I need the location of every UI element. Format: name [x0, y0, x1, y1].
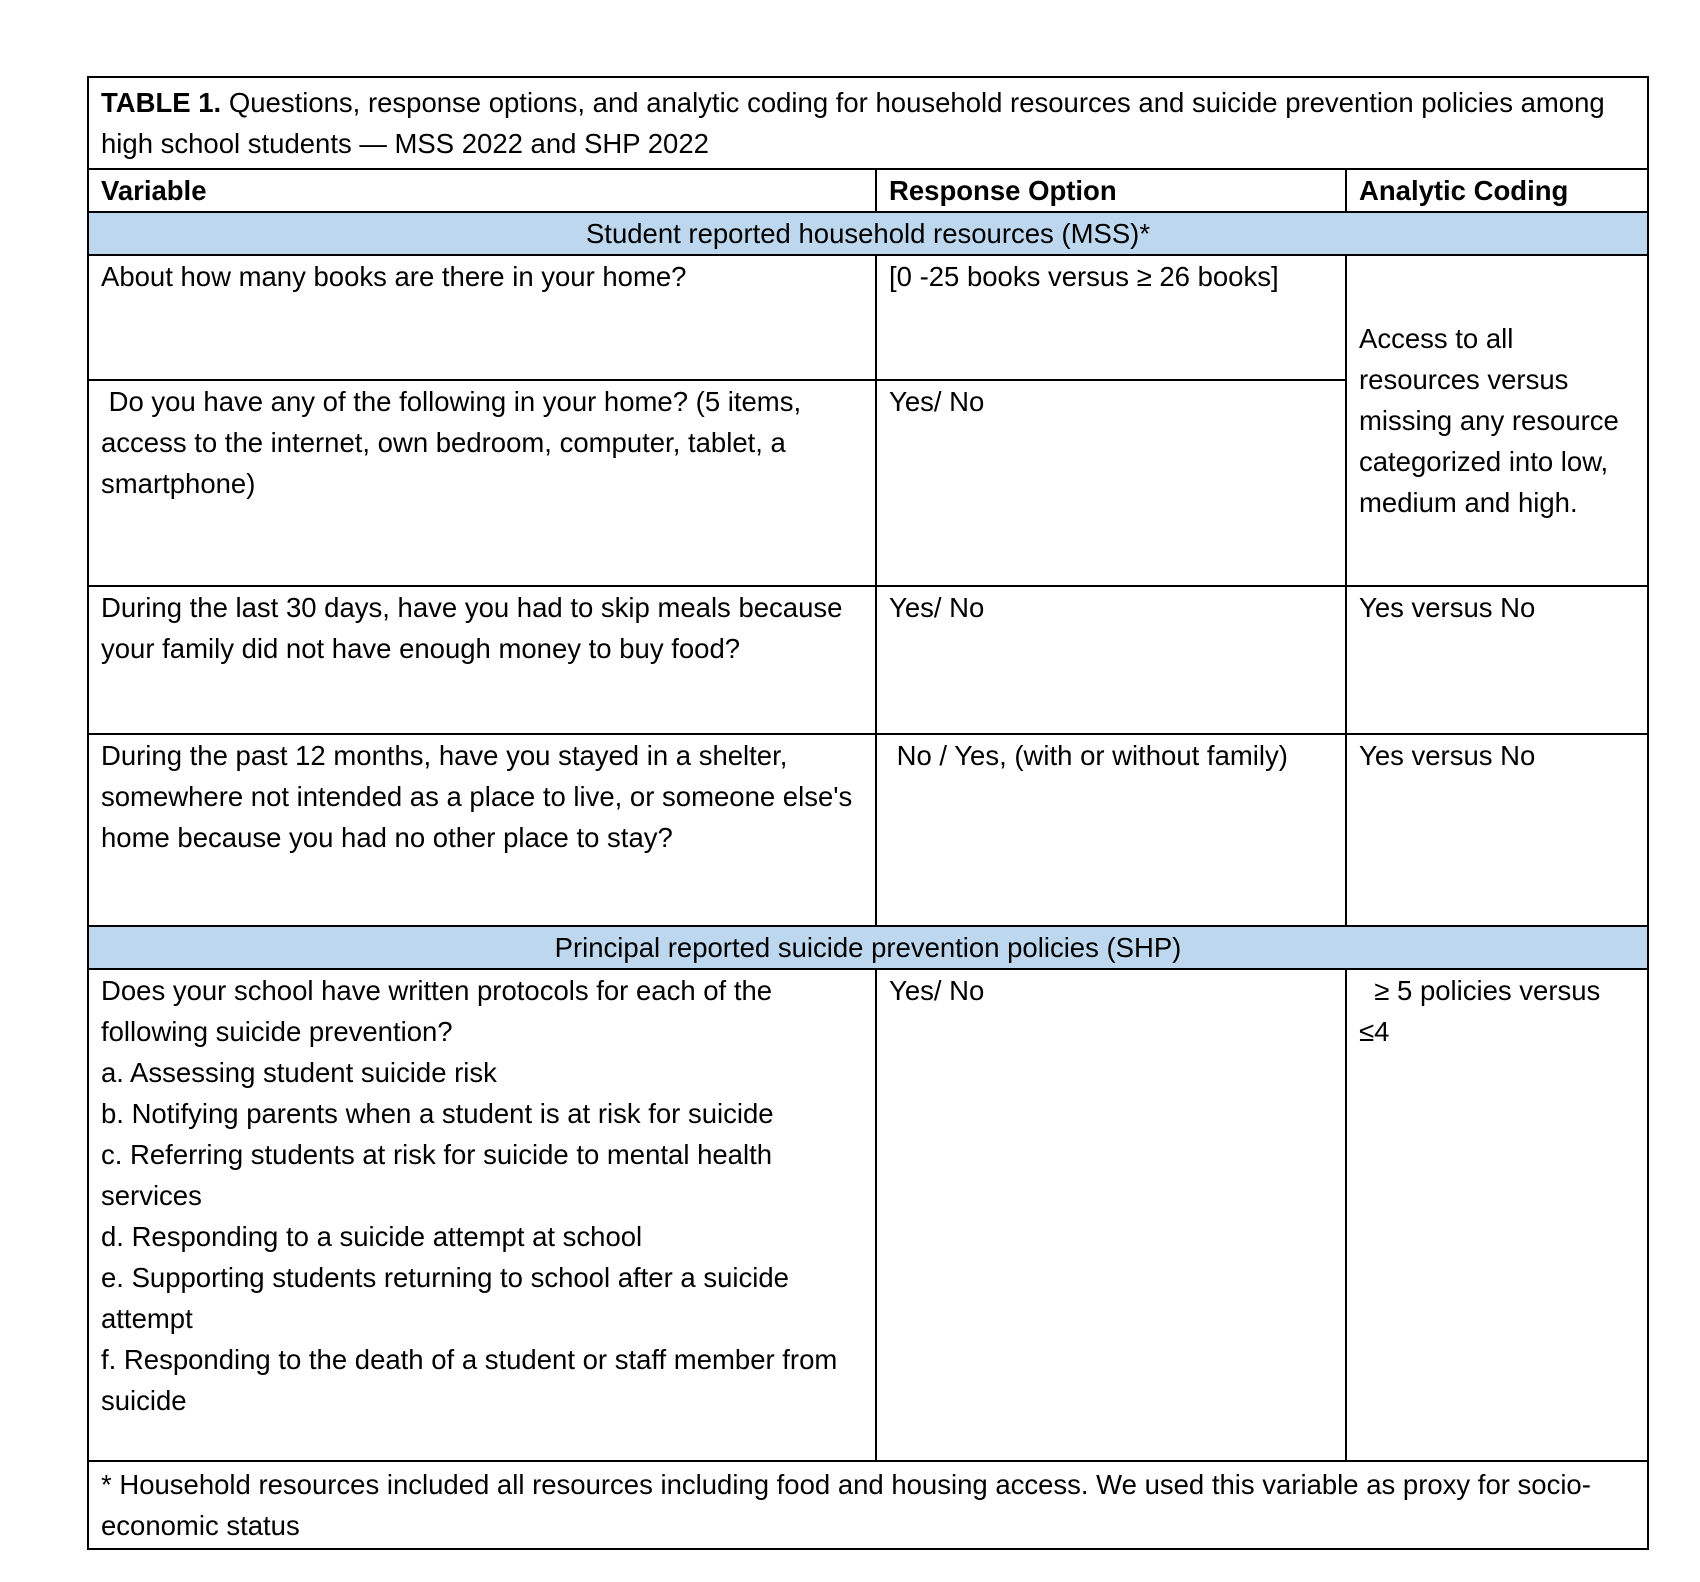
table-row	[88, 734, 1648, 926]
response-cell: No / Yes, (with or without family)	[876, 734, 1346, 926]
header-row	[88, 169, 1648, 212]
table-row	[88, 255, 1648, 380]
protocol-question: Does your school have written protocols for each of the following suicide prevention?	[101, 975, 773, 1047]
variable-cell: Do you have any of the following in your home? (5 items, access to the internet, own bedroom, computer, tablet, a smartphone)	[88, 380, 876, 586]
footnote-row	[88, 1461, 1648, 1549]
protocol-item: a. Assessing student suicide risk	[101, 1057, 497, 1088]
response-cell: Yes/ No	[876, 969, 1346, 1461]
coding-cell-merged: Access to all resources versus missing any resource categorized into low, medium and high.	[1346, 255, 1648, 586]
table-row	[88, 969, 1648, 1461]
table-row	[88, 586, 1648, 734]
section-row-shp	[88, 926, 1648, 969]
response-cell: Yes/ No	[876, 380, 1346, 586]
response-cell: [0 -25 books versus ≥ 26 books]	[876, 255, 1346, 380]
coding-cell: Yes versus No	[1346, 734, 1648, 926]
protocol-item: b. Notifying parents when a student is at risk for suicide	[101, 1098, 774, 1129]
header-variable: Variable	[88, 169, 876, 212]
header-response-option: Response Option	[876, 169, 1346, 212]
protocol-item: f. Responding to the death of a student or staff member from suicide	[101, 1344, 838, 1416]
variable-cell: During the past 12 months, have you stayed in a shelter, somewhere not intended as a place to live, or someone else's home because you had no other place to stay?	[88, 734, 876, 926]
variable-cell: During the last 30 days, have you had to skip meals because your family did not have enough money to buy food?	[88, 586, 876, 734]
coding-cell: Yes versus No	[1346, 586, 1648, 734]
section-title-shp: Principal reported suicide prevention policies (SHP)	[88, 926, 1648, 969]
section-title-mss: Student reported household resources (MSS)*	[88, 212, 1648, 255]
section-row-mss	[88, 212, 1648, 255]
variable-cell-protocols	[88, 969, 876, 1461]
coding-cell: ≥ 5 policies versus ≤4	[1346, 969, 1648, 1461]
response-cell: Yes/ No	[876, 586, 1346, 734]
protocol-item: d. Responding to a suicide attempt at school	[101, 1221, 643, 1252]
protocol-item: c. Referring students at risk for suicide to mental health services	[101, 1139, 773, 1211]
data-table	[87, 76, 1649, 1550]
caption-label: TABLE 1.	[101, 87, 222, 118]
caption-text: Questions, response options, and analytic coding for household resources and suicide prevention policies among high school students — MSS 2022 and SHP 2022	[101, 87, 1605, 159]
caption-row	[88, 77, 1648, 169]
table-caption	[88, 77, 1648, 169]
table-footnote: * Household resources included all resources including food and housing access. We used this variable as proxy for socio-economic status	[88, 1461, 1648, 1549]
variable-cell: About how many books are there in your home?	[88, 255, 876, 380]
protocol-item: e. Supporting students returning to school after a suicide attempt	[101, 1262, 789, 1334]
header-analytic-coding: Analytic Coding	[1346, 169, 1648, 212]
